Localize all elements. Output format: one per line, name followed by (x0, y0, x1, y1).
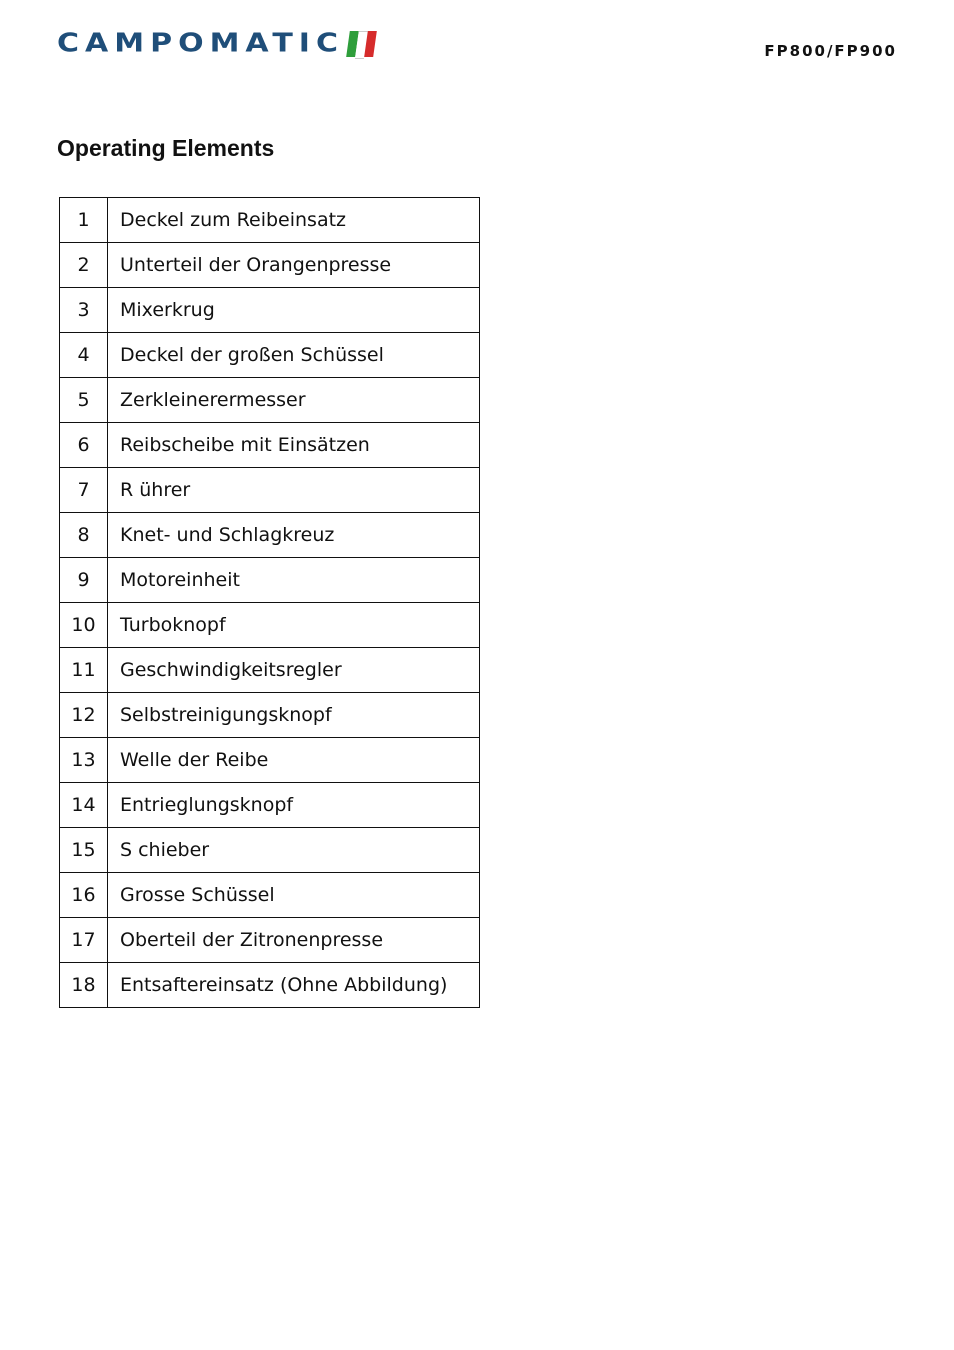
part-name: Oberteil der Zitronenpresse (108, 918, 480, 963)
table-row (60, 738, 480, 783)
table-row (60, 333, 480, 378)
part-number: 11 (60, 648, 108, 693)
part-number: 4 (60, 333, 108, 378)
part-name: Zerkleinerermesser (108, 378, 480, 423)
table-row (60, 603, 480, 648)
part-name: Unterteil der Orangenpresse (108, 243, 480, 288)
part-number: 17 (60, 918, 108, 963)
part-number: 13 (60, 738, 108, 783)
model-number: FP800/FP900 (764, 42, 897, 60)
table-row (60, 918, 480, 963)
table-row (60, 288, 480, 333)
table-row (60, 243, 480, 288)
part-name: Entsaftereinsatz (Ohne Abbildung) (108, 963, 480, 1008)
page-title: Operating Elements (57, 135, 275, 161)
part-number: 14 (60, 783, 108, 828)
table-row (60, 198, 480, 243)
part-number: 3 (60, 288, 108, 333)
part-name: S chieber (108, 828, 480, 873)
italian-flag-icon (346, 31, 377, 57)
part-name: Knet- und Schlagkreuz (108, 513, 480, 558)
table-row (60, 558, 480, 603)
part-name: Motoreinheit (108, 558, 480, 603)
part-name: Deckel der großen Schüssel (108, 333, 480, 378)
part-name: Welle der Reibe (108, 738, 480, 783)
operating-elements-table (59, 197, 480, 1008)
part-number: 7 (60, 468, 108, 513)
part-name: Turboknopf (108, 603, 480, 648)
part-name: Selbstreinigungsknopf (108, 693, 480, 738)
part-number: 18 (60, 963, 108, 1008)
part-number: 8 (60, 513, 108, 558)
part-number: 10 (60, 603, 108, 648)
table-row (60, 783, 480, 828)
part-name: Geschwindigkeitsregler (108, 648, 480, 693)
part-number: 16 (60, 873, 108, 918)
table-row (60, 873, 480, 918)
part-number: 15 (60, 828, 108, 873)
table-row (60, 963, 480, 1008)
part-number: 12 (60, 693, 108, 738)
brand-logo-text: CAMPOMATIC (57, 28, 344, 59)
part-name: Entrieglungsknopf (108, 783, 480, 828)
table-row (60, 423, 480, 468)
table-row (60, 513, 480, 558)
brand-logo (57, 28, 375, 60)
table-row (60, 378, 480, 423)
part-name: Grosse Schüssel (108, 873, 480, 918)
part-name: R ührer (108, 468, 480, 513)
part-name: Deckel zum Reibeinsatz (108, 198, 480, 243)
part-number: 1 (60, 198, 108, 243)
part-number: 6 (60, 423, 108, 468)
part-number: 2 (60, 243, 108, 288)
part-number: 9 (60, 558, 108, 603)
table-row (60, 693, 480, 738)
part-name: Reibscheibe mit Einsätzen (108, 423, 480, 468)
part-name: Mixerkrug (108, 288, 480, 333)
part-number: 5 (60, 378, 108, 423)
table-row (60, 828, 480, 873)
table-row (60, 648, 480, 693)
table-row (60, 468, 480, 513)
